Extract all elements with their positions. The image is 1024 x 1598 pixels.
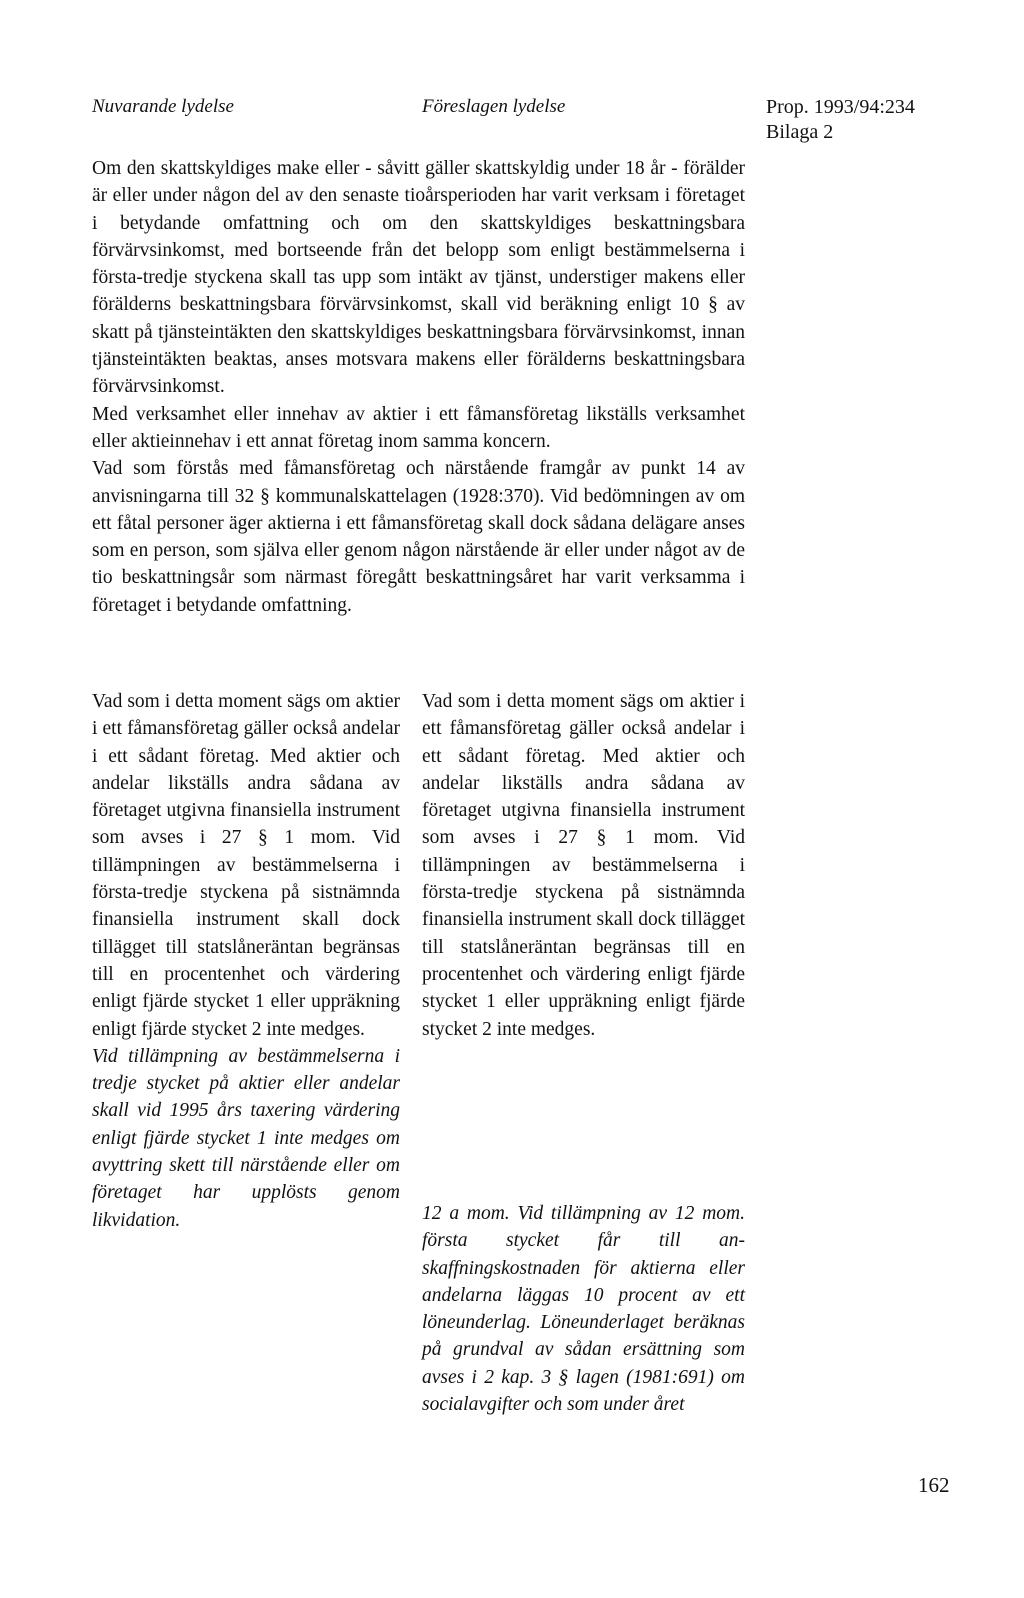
header-current-label: Nuvarande lydelse bbox=[92, 96, 234, 117]
transition-provision: Vid tillämpning av bestämmelserna i tredje stycket på aktier eller andelar skall vid 1995 års taxering värdering enligt fjärde stycket 1 inte medges om avyttring skett till närstående eller om företaget har upplösts genom likvidation. bbox=[92, 1045, 400, 1231]
paragraph: Vad som i detta moment sägs om aktier i ett fåmansföretag gäller också andelar i ett sådant företag. Med aktier och andelar likställs andra sådana av företaget utgivna finansiella instrument som avses i 27 § 1 mom. Vid tillämpningen av bestämmelserna i första-tredje styckena på sistnämnda finansiella instrument skall dock tillägget till statslåneräntan begränsas till en procentenhet och värdering enligt fjärde stycket 1 eller uppräkning enligt fjärde stycket 2 inte medges. bbox=[92, 691, 400, 1040]
header-proposed-label: Föreslagen lydelse bbox=[422, 96, 566, 117]
current-wording-column bbox=[92, 688, 400, 1234]
paragraph: Vad som i detta moment sägs om aktier i ett fåmansföretag gäller också andelar i ett sådant företag. Med aktier och andelar likställs andra sådana av företaget utgivna finansiella instrument som avses i 27 § 1 mom. Vid tillämpningen av bestämmelserna i första-tredje styckena på sistnämnda finansiella instrument skall dock tillägget till statslåneräntan begränsas till en procentenhet och värdering enligt fjärde stycket 1 eller uppräkning enligt fjärde stycket 2 inte medges. bbox=[422, 691, 745, 1040]
paragraph: Med verksamhet eller innehav av aktier i ett fåmansföretag likställs verksamhet eller aktieinnehav i ett annat företag inom samma koncern. bbox=[92, 403, 745, 452]
proposed-wording-column bbox=[422, 688, 745, 1043]
page-number: 162 bbox=[918, 1473, 950, 1497]
appendix-label: Bilaga 2 bbox=[766, 121, 834, 143]
paragraph: Vad som förstås med fåmansföretag och närstående framgår av punkt 14 av anvisningarna till 32 § kommunalskattelagen (1928:370). Vid bedömningen av om ett fåtal personer äger aktierna i ett fåmansföretag skall dock sådana delägare anses som en person, som själva eller genom någon närstående är eller under något av de tio beskattningsår som närmast föregått beskattningsåret har varit verksamma i företaget i betydande omfattning. bbox=[92, 458, 745, 616]
full-width-text bbox=[92, 155, 745, 619]
new-moment-12a bbox=[422, 1200, 745, 1418]
paragraph: 12 a mom. Vid tillämpning av 12 mom. första stycket får till anskaffningskostnaden för aktierna eller andelarna läggas 10 procent av ett löneunderlag. Löneunderlaget beräknas på grundval av sådan ersättning som avses i 2 kap. 3 § lagen (1981:691) om socialavgifter och som under året bbox=[422, 1203, 745, 1416]
paragraph: Om den skattskyldiges make eller - såvitt gäller skattskyldig under 18 år - förälder är eller under någon del av den senaste tioårsperioden har varit verksam i företaget i betydande omfattning och om den skattskyldiges beskattningsbara förvärvsinkomst, med bortseende från det belopp som enligt bestämmelserna i första-tredje styckena skall tas upp som intäkt av tjänst, understiger makens eller förälderns beskattningsbara förvärvsinkomst, skall vid beräkning enligt 10 § av skatt på tjänsteintäkten den skattskyldiges beskattningsbara förvärvsinkomst, innan tjänsteintäkten beaktas, anses motsvara makens eller förälderns beskattningsbara förvärvsinkomst. bbox=[92, 158, 745, 398]
prop-reference: Prop. 1993/94:234 bbox=[766, 96, 915, 118]
